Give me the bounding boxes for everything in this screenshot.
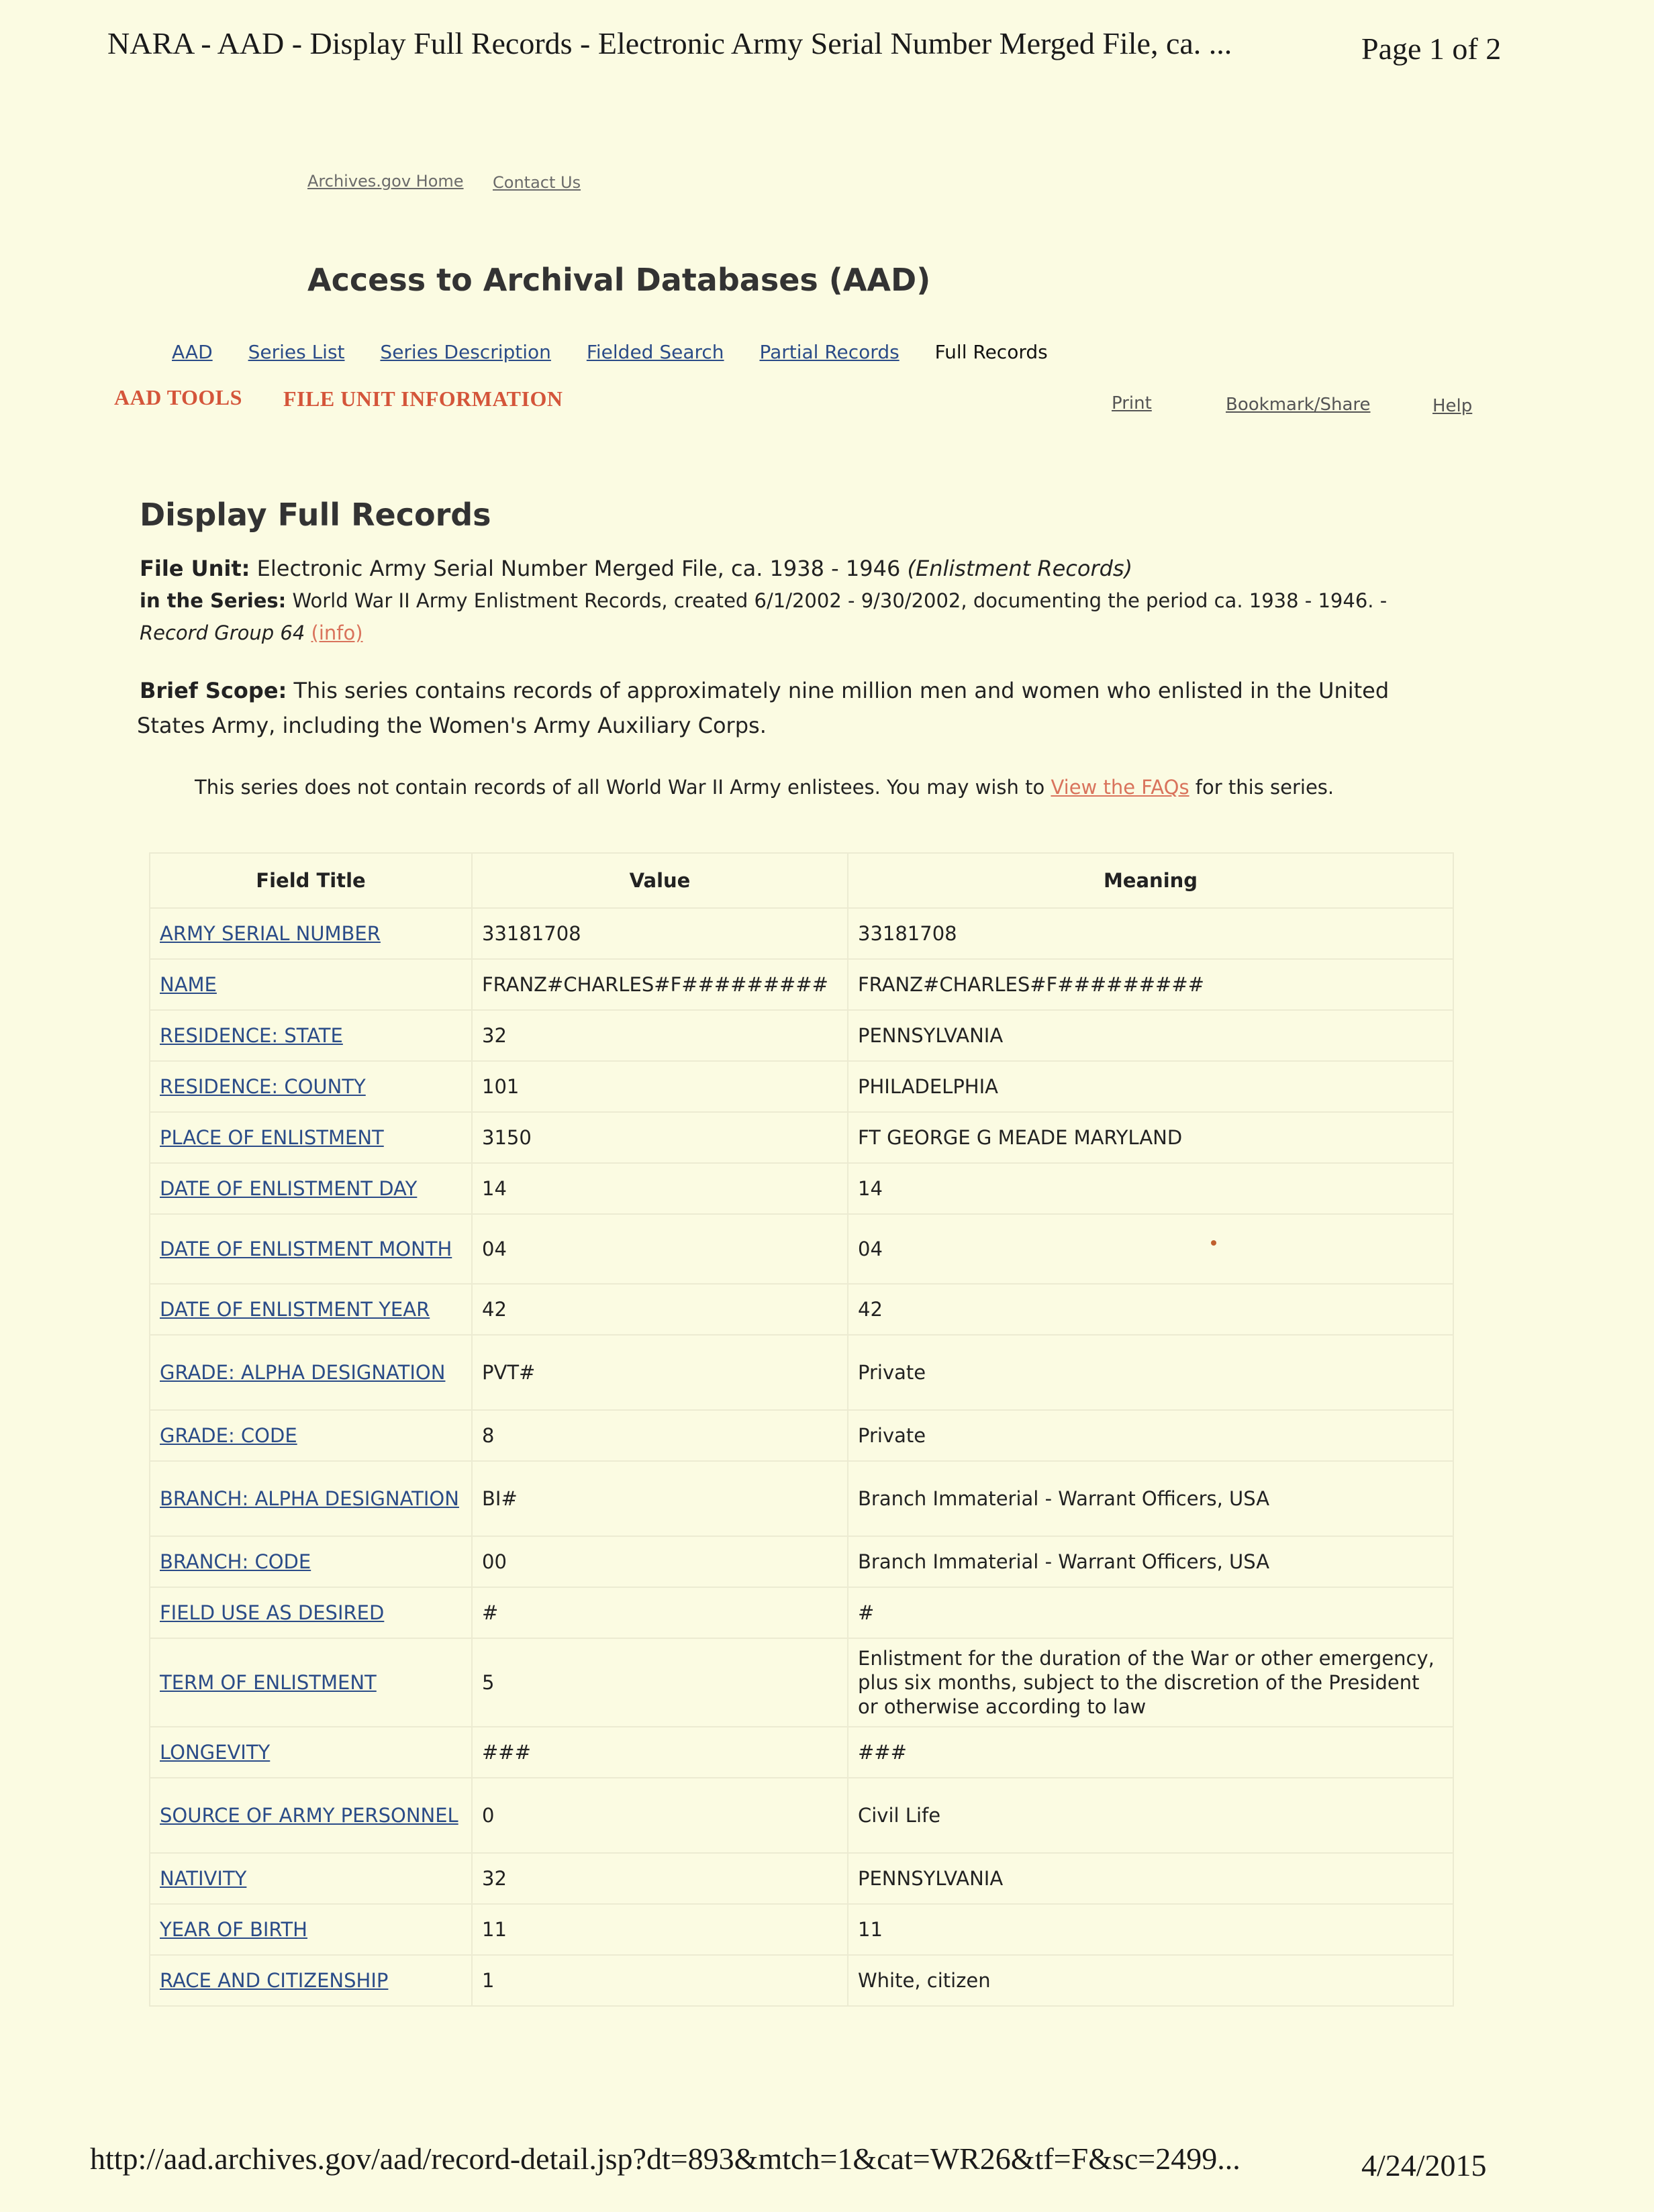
field-title-link[interactable]: DATE OF ENLISTMENT DAY xyxy=(150,1163,472,1214)
field-meaning: 42 xyxy=(848,1284,1453,1335)
field-value: 42 xyxy=(472,1284,848,1335)
field-meaning: PENNSYLVANIA xyxy=(848,1010,1453,1061)
paper-mark xyxy=(1211,1240,1216,1246)
table-row xyxy=(150,1853,1453,1904)
breadcrumb-full-records: Full Records xyxy=(934,341,1048,363)
field-title-link[interactable]: NAME xyxy=(150,959,472,1010)
field-title-link[interactable]: GRADE: ALPHA DESIGNATION xyxy=(150,1335,472,1410)
breadcrumb-partial-records[interactable]: Partial Records xyxy=(759,341,899,363)
series-info-link[interactable]: (info) xyxy=(311,621,363,644)
field-value: 32 xyxy=(472,1010,848,1061)
brief-scope-line2 xyxy=(137,713,767,738)
field-meaning: Private xyxy=(848,1335,1453,1410)
field-title-link[interactable]: ARMY SERIAL NUMBER xyxy=(150,908,472,959)
field-meaning: # xyxy=(848,1587,1453,1638)
table-header-row xyxy=(150,853,1453,908)
page-heading: Display Full Records xyxy=(140,497,491,533)
header-field-title: Field Title xyxy=(150,853,472,908)
breadcrumb xyxy=(172,341,1077,363)
table-row xyxy=(150,959,1453,1010)
field-meaning: PHILADELPHIA xyxy=(848,1061,1453,1112)
field-value: 33181708 xyxy=(472,908,848,959)
faq-notice xyxy=(195,776,1334,799)
field-title-link[interactable]: BRANCH: ALPHA DESIGNATION xyxy=(150,1461,472,1536)
file-unit-line xyxy=(140,556,1132,581)
table-row xyxy=(150,1536,1453,1587)
field-meaning: Civil Life xyxy=(848,1778,1453,1853)
table-row xyxy=(150,1461,1453,1536)
help-link[interactable]: Help xyxy=(1432,396,1473,416)
table-row xyxy=(150,908,1453,959)
field-title-link[interactable]: RACE AND CITIZENSHIP xyxy=(150,1955,472,2006)
archives-home-link[interactable]: Archives.gov Home xyxy=(307,172,464,191)
header-meaning: Meaning xyxy=(848,853,1453,908)
field-title-link[interactable]: RESIDENCE: STATE xyxy=(150,1010,472,1061)
record-group: Record Group 64 xyxy=(140,621,305,644)
field-meaning: 04 xyxy=(848,1214,1453,1284)
view-faqs-link[interactable]: View the FAQs xyxy=(1051,776,1189,799)
field-meaning: Branch Immaterial - Warrant Officers, USA xyxy=(848,1536,1453,1587)
series-label: in the Series: xyxy=(140,589,287,612)
series-value: World War II Army Enlistment Records, created 6/1/2002 - 9/30/2002, documenting the period ca. 1938 - 1946. - xyxy=(292,589,1388,612)
brief-scope-label: Brief Scope: xyxy=(140,678,287,703)
file-unit-label: File Unit: xyxy=(140,556,250,581)
field-value: 32 xyxy=(472,1853,848,1904)
table-row xyxy=(150,1955,1453,2006)
brief-scope-text-2: States Army, including the Women's Army Auxiliary Corps. xyxy=(137,713,767,738)
brief-scope-text-1: This series contains records of approximately nine million men and women who enlisted in the United xyxy=(293,678,1390,703)
field-meaning: 33181708 xyxy=(848,908,1453,959)
table-row xyxy=(150,1061,1453,1112)
table-row xyxy=(150,1112,1453,1163)
field-title-link[interactable]: FIELD USE AS DESIRED xyxy=(150,1587,472,1638)
field-value: 04 xyxy=(472,1214,848,1284)
field-value: BI# xyxy=(472,1461,848,1536)
field-meaning: FT GEORGE G MEADE MARYLAND xyxy=(848,1112,1453,1163)
field-value: 3150 xyxy=(472,1112,848,1163)
field-title-link[interactable]: YEAR OF BIRTH xyxy=(150,1904,472,1955)
field-value: FRANZ#CHARLES#F######### xyxy=(472,959,848,1010)
field-value: 1 xyxy=(472,1955,848,2006)
field-meaning: ### xyxy=(848,1727,1453,1778)
field-value: 00 xyxy=(472,1536,848,1587)
full-records-table xyxy=(149,852,1454,2007)
table-body xyxy=(150,908,1453,2006)
field-value: 8 xyxy=(472,1410,848,1461)
field-title-link[interactable]: GRADE: CODE xyxy=(150,1410,472,1461)
table-row xyxy=(150,1904,1453,1955)
file-unit-information-menu[interactable]: FILE UNIT INFORMATION xyxy=(283,387,563,411)
field-value: 101 xyxy=(472,1061,848,1112)
field-meaning: PENNSYLVANIA xyxy=(848,1853,1453,1904)
field-value: ### xyxy=(472,1727,848,1778)
breadcrumb-series-list[interactable]: Series List xyxy=(248,341,345,363)
breadcrumb-aad[interactable]: AAD xyxy=(172,341,213,363)
field-title-link[interactable]: RESIDENCE: COUNTY xyxy=(150,1061,472,1112)
print-page-number: Page 1 of 2 xyxy=(1361,32,1502,66)
field-meaning: Enlistment for the duration of the War or other emergency, plus six months, subject to the discretion of the President or otherwise according to law xyxy=(848,1638,1453,1727)
field-title-link[interactable]: PLACE OF ENLISTMENT xyxy=(150,1112,472,1163)
field-title-link[interactable]: NATIVITY xyxy=(150,1853,472,1904)
table-row xyxy=(150,1727,1453,1778)
field-title-link[interactable]: DATE OF ENLISTMENT YEAR xyxy=(150,1284,472,1335)
table-row xyxy=(150,1638,1453,1727)
table-row xyxy=(150,1010,1453,1061)
breadcrumb-fielded-search[interactable]: Fielded Search xyxy=(586,341,724,363)
table-row xyxy=(150,1410,1453,1461)
table-row xyxy=(150,1163,1453,1214)
field-value: # xyxy=(472,1587,848,1638)
field-value: 0 xyxy=(472,1778,848,1853)
site-title: Access to Archival Databases (AAD) xyxy=(307,262,931,298)
print-footer-date: 4/24/2015 xyxy=(1361,2148,1487,2182)
print-link[interactable]: Print xyxy=(1112,393,1152,413)
field-meaning: Branch Immaterial - Warrant Officers, USA xyxy=(848,1461,1453,1536)
table-row xyxy=(150,1778,1453,1853)
file-unit-value: Electronic Army Serial Number Merged File, ca. 1938 - 1946 xyxy=(256,556,901,581)
breadcrumb-series-description[interactable]: Series Description xyxy=(380,341,551,363)
field-value: 5 xyxy=(472,1638,848,1727)
field-value: PVT# xyxy=(472,1335,848,1410)
field-meaning: 11 xyxy=(848,1904,1453,1955)
print-footer-url: http://aad.archives.gov/aad/record-detail.jsp?dt=893&mtch=1&cat=WR26&tf=F&sc=2499... xyxy=(90,2142,1240,2176)
table-row xyxy=(150,1335,1453,1410)
field-title-link[interactable]: SOURCE OF ARMY PERSONNEL xyxy=(150,1778,472,1853)
field-title-link[interactable]: LONGEVITY xyxy=(150,1727,472,1778)
header-value: Value xyxy=(472,853,848,908)
file-unit-type: (Enlistment Records) xyxy=(907,556,1133,581)
bookmark-share-link[interactable]: Bookmark/Share xyxy=(1226,395,1371,415)
faq-notice-suffix: for this series. xyxy=(1195,776,1334,799)
field-meaning: 14 xyxy=(848,1163,1453,1214)
field-title-link[interactable]: BRANCH: CODE xyxy=(150,1536,472,1587)
table-row xyxy=(150,1587,1453,1638)
field-meaning: Private xyxy=(848,1410,1453,1461)
field-title-link[interactable]: DATE OF ENLISTMENT MONTH xyxy=(150,1214,472,1284)
record-group-line xyxy=(140,621,363,644)
field-value: 11 xyxy=(472,1904,848,1955)
brief-scope-line1 xyxy=(140,678,1389,703)
table-row xyxy=(150,1284,1453,1335)
print-header-title: NARA - AAD - Display Full Records - Electronic Army Serial Number Merged File, ca. ... xyxy=(107,26,1232,60)
field-meaning: White, citizen xyxy=(848,1955,1453,2006)
series-line xyxy=(140,589,1387,612)
aad-tools-menu[interactable]: AAD TOOLS xyxy=(114,385,242,409)
field-meaning: FRANZ#CHARLES#F######### xyxy=(848,959,1453,1010)
field-title-link[interactable]: TERM OF ENLISTMENT xyxy=(150,1638,472,1727)
faq-notice-prefix: This series does not contain records of all World War II Army enlistees. You may wish to xyxy=(195,776,1045,799)
field-value: 14 xyxy=(472,1163,848,1214)
table-row xyxy=(150,1214,1453,1284)
contact-us-link[interactable]: Contact Us xyxy=(493,173,581,192)
